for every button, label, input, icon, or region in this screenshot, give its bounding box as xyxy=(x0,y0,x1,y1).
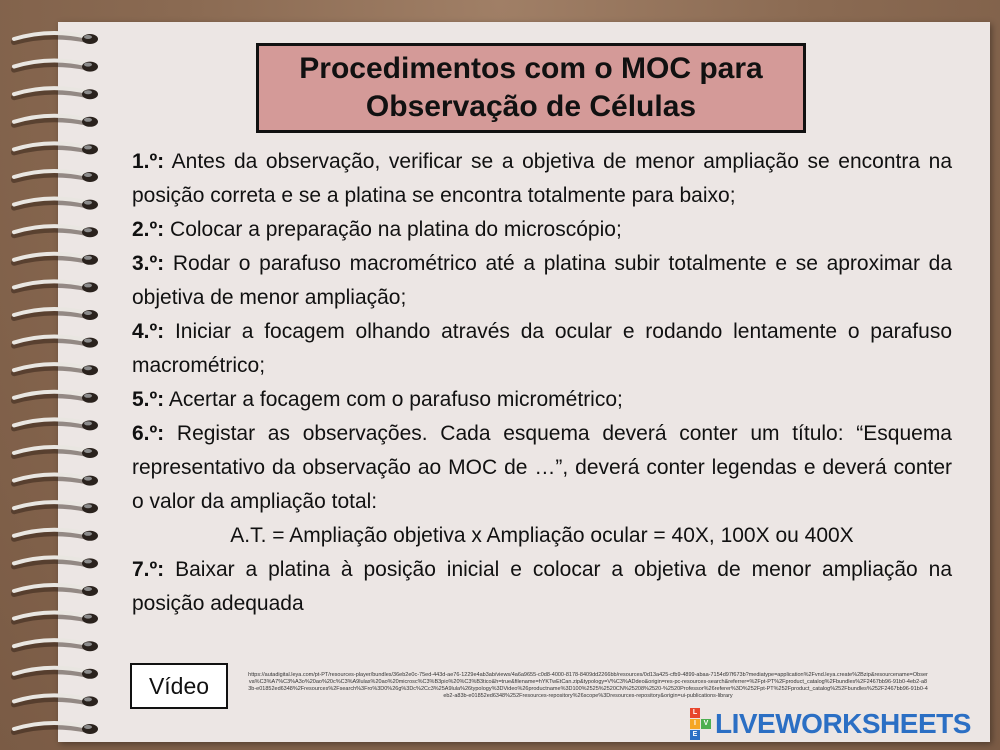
step-3 xyxy=(132,247,952,315)
step-text: Baixar a platina à posição inicial e colocar a objetiva de menor ampliação na posição adequada xyxy=(132,558,952,615)
step-number: 7.º: xyxy=(132,558,165,581)
spiral-ring xyxy=(14,502,98,513)
step-4 xyxy=(132,315,952,383)
spiral-ring xyxy=(14,640,98,651)
title-box xyxy=(256,43,806,133)
spiral-ring xyxy=(14,309,98,320)
spiral-ring xyxy=(14,281,98,292)
spiral-ring xyxy=(14,254,98,265)
step-number: 4.º: xyxy=(132,320,165,343)
total-magnification-formula: A.T. = Ampliação objetiva x Ampliação ocular = 40X, 100X ou 400X xyxy=(230,524,854,547)
spiral-ring xyxy=(14,226,98,237)
step-text: Antes da observação, verificar se a objetiva de menor ampliação se encontra na posição correta e se a platina se encontra totalmente para baixo; xyxy=(132,150,952,207)
spiral-ring xyxy=(14,585,98,596)
spiral-ring xyxy=(14,613,98,624)
video-button[interactable]: Vídeo xyxy=(130,663,228,709)
step-text: Acertar a focagem com o parafuso micrométrico; xyxy=(164,388,623,411)
step-number: 6.º: xyxy=(132,422,165,445)
step-number: 1.º: xyxy=(132,150,165,173)
logo-letter: L xyxy=(690,708,700,718)
logo-letter: E xyxy=(690,730,700,740)
spiral-ring xyxy=(14,530,98,541)
spiral-ring xyxy=(14,364,98,375)
video-url-text: https://autadigital.leya.com/pt-PT/resources-player/bundles/36eb2e0c-75ed-443d-ae76-1229e4ab3ab/views/4a6a9655-c0d8-4000-8178-8409dd2266bb/resources/0d13a425-cfb9-4899-abaa-7154d97f673b?mediatype=application%2Fvnd.leya.create%2Bzip&resourcename=Observa%C3%A7%C3%A3o%20ao%20c%C3%A9lulas%20ao%20microsc%C3%B3pio%20%C3%B3tico&h=true&filename=hYKTwEtCan.zip&typology=V%C3%ADdeo&origin=res-pc-resources-search&referrer=%2Fpt-PT%2Fproduct_catalog%2Fbundles%2F2467bb96-91b0-4eb2-a83b-e01852ed6348%2Fresources%2Fsearch%3Fro%3D0%26g%3Dc%2Cc3%25A9lula%26typology%3DVideo%26productname%3D100%2525%2520CN%25208%2520-%2520Professor%26referer%3D%252Fpt-PT%252Fproduct_catalog%252Fbundles%252F2467bb96-91b0-4eb2-a83b-e01852ed6348%252Fresources-repository%26scope%3Dresources-repository&origin=ui-publications-library xyxy=(248,672,928,699)
step-5 xyxy=(132,383,952,417)
step-text: Registar as observações. Cada esquema deverá conter um título: “Esquema representativo da observação ao MOC de …”, deverá conter legendas e deverá conter o valor da ampliação total: xyxy=(132,422,952,513)
step-7 xyxy=(132,553,952,621)
spiral-ring xyxy=(14,447,98,458)
step-text: Iniciar a focagem olhando através da ocular e rodando lentamente o parafuso macrométrico; xyxy=(132,320,952,377)
spiral-ring xyxy=(14,695,98,706)
spiral-ring xyxy=(14,116,98,127)
spiral-ring xyxy=(14,33,98,44)
spiral-ring xyxy=(14,475,98,486)
spiral-ring xyxy=(14,88,98,99)
spiral-ring xyxy=(14,143,98,154)
spiral-ring xyxy=(14,61,98,72)
liveworksheets-brand-text: LIVEWORKSHEETS xyxy=(715,708,971,739)
spiral-ring xyxy=(14,337,98,348)
step-1 xyxy=(132,145,952,213)
step-text: Rodar o parafuso macrométrico até a platina subir totalmente e se aproximar da objetiva de menor ampliação; xyxy=(132,252,952,309)
step-number: 5.º: xyxy=(132,388,165,411)
logo-letter: I xyxy=(690,719,700,729)
spiral-ring xyxy=(14,171,98,182)
spiral-ring xyxy=(14,419,98,430)
procedure-list xyxy=(132,145,952,621)
logo-letter: V xyxy=(701,719,711,729)
spiral-ring xyxy=(14,668,98,679)
spiral-binding-icon xyxy=(0,0,110,750)
page-title: Procedimentos com o MOC para Observação de Células xyxy=(299,52,763,123)
step-number: 3.º: xyxy=(132,252,165,275)
step-number: 2.º: xyxy=(132,218,165,241)
spiral-ring xyxy=(14,557,98,568)
step-text: Colocar a preparação na platina do microscópio; xyxy=(164,218,622,241)
spiral-ring xyxy=(14,392,98,403)
step-2 xyxy=(132,213,952,247)
liveworksheets-logo-icon xyxy=(690,708,711,740)
liveworksheets-logo[interactable] xyxy=(690,708,971,740)
spiral-ring xyxy=(14,199,98,210)
step-6 xyxy=(132,417,952,519)
spiral-ring xyxy=(14,723,98,734)
